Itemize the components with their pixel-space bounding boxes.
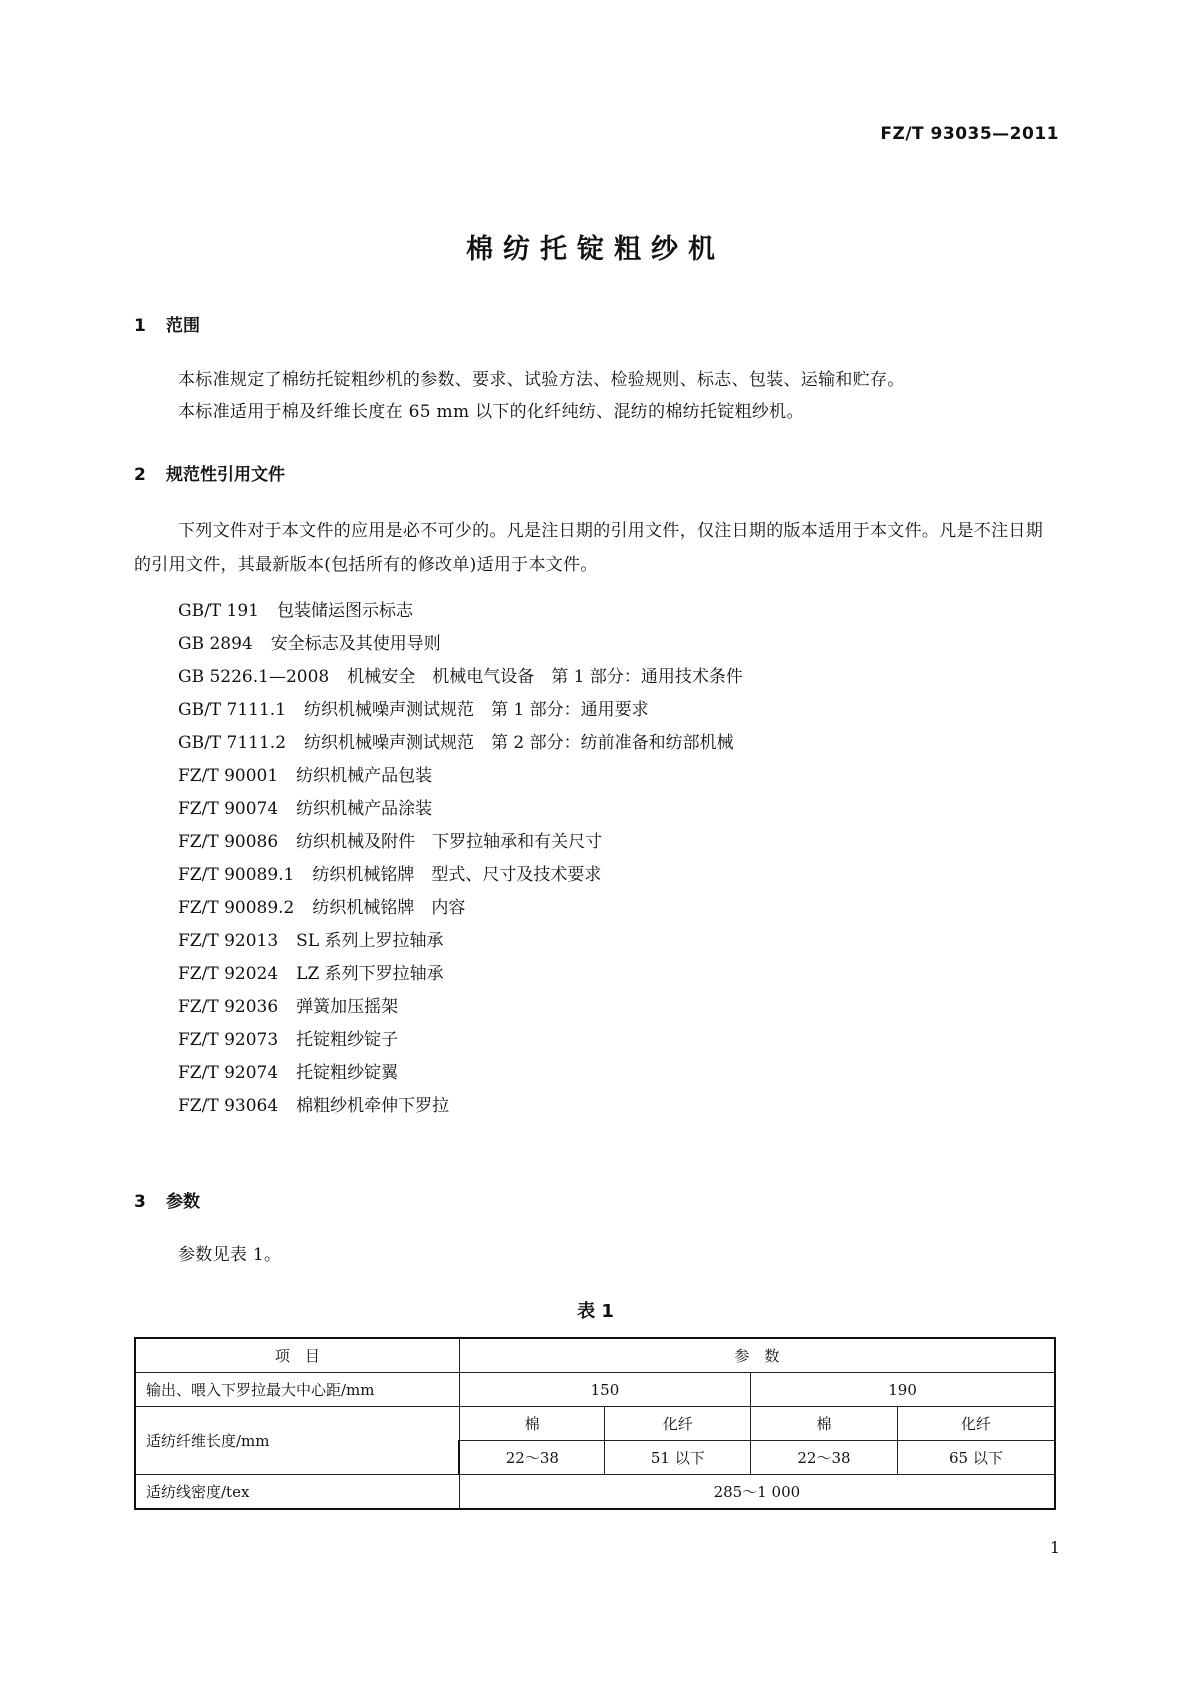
reference-title: SL 系列上罗拉轴承: [296, 931, 444, 951]
reference-code: FZ/T 92074: [178, 1063, 279, 1083]
table-header-param: 参 数: [459, 1338, 1055, 1373]
section-1-paragraph: 本标准适用于棉及纤维长度在 65 mm 以下的化纤纯纺、混纺的棉纺托锭粗纱机。: [178, 402, 804, 422]
reference-title: 纺织机械噪声测试规范 第 1 部分：通用要求: [304, 700, 649, 720]
section-number: 2: [134, 465, 146, 485]
section-title: 规范性引用文件: [166, 465, 285, 485]
reference-title: 弹簧加压摇架: [296, 997, 399, 1017]
table-cell: 51 以下: [605, 1441, 751, 1475]
section-number: 3: [134, 1192, 146, 1212]
table-row-label: 适纺线密度/tex: [135, 1475, 459, 1510]
table-subheader: 棉: [459, 1407, 605, 1441]
reference-title: 纺织机械铭牌 内容: [312, 898, 466, 918]
section-3-heading: [134, 1187, 200, 1212]
reference-item: [178, 628, 743, 661]
table-row: [135, 1407, 1055, 1441]
table-cell: 22～38: [459, 1441, 605, 1475]
reference-item: [178, 760, 743, 793]
reference-item: [178, 793, 743, 826]
reference-item: [178, 1024, 743, 1057]
section-title: 范围: [166, 316, 200, 336]
table-row-label: 输出、喂入下罗拉最大中心距/mm: [135, 1373, 459, 1407]
reference-item: [178, 991, 743, 1024]
reference-title: 纺织机械产品涂装: [296, 799, 433, 819]
table-row-label: 适纺纤维长度/mm: [135, 1407, 459, 1475]
reference-title: LZ 系列下罗拉轴承: [296, 964, 444, 984]
reference-code: FZ/T 92036: [178, 997, 279, 1017]
section-2-heading: [134, 460, 285, 485]
reference-code: FZ/T 90089.1: [178, 865, 295, 885]
table-cell: 22～38: [751, 1441, 898, 1475]
reference-item: [178, 958, 743, 991]
reference-code: FZ/T 90074: [178, 799, 279, 819]
reference-title: 纺织机械铭牌 型式、尺寸及技术要求: [312, 865, 602, 885]
section-3-paragraph: 参数见表 1。: [178, 1245, 282, 1265]
reference-code: GB 2894: [178, 634, 253, 654]
reference-item: [178, 694, 743, 727]
reference-code: FZ/T 90089.2: [178, 898, 295, 918]
section-2-intro: 下列文件对于本文件的应用是必不可少的。凡是注日期的引用文件，仅注日期的版本适用于本文件。凡是不注日期的引用文件，其最新版本(包括所有的修改单)适用于本文件。: [134, 521, 1043, 575]
reference-title: 安全标志及其使用导则: [270, 634, 441, 654]
reference-code: FZ/T 92024: [178, 964, 279, 984]
document-title: 棉纺托锭粗纱机: [466, 234, 725, 265]
reference-code: FZ/T 90086: [178, 832, 279, 852]
table-caption: 表 1: [577, 1301, 614, 1322]
reference-item: [178, 661, 743, 694]
reference-code: FZ/T 92013: [178, 931, 279, 951]
table-cell: 65 以下: [897, 1441, 1055, 1475]
reference-item: [178, 925, 743, 958]
reference-title: 纺织机械及附件 下罗拉轴承和有关尺寸: [296, 832, 603, 852]
reference-item: [178, 595, 743, 628]
table-subheader: 化纤: [605, 1407, 751, 1441]
table-header-item: 项 目: [135, 1338, 459, 1373]
reference-code: GB/T 191: [178, 601, 259, 621]
reference-code: GB/T 7111.2: [178, 733, 287, 753]
reference-title: 包装储运图示标志: [277, 601, 413, 621]
reference-item: [178, 727, 743, 760]
section-title: 参数: [166, 1192, 200, 1212]
reference-item: [178, 1057, 743, 1090]
reference-list: [178, 595, 743, 1123]
page-number: 1: [1049, 1538, 1060, 1557]
section-number: 1: [134, 316, 146, 336]
reference-code: GB/T 7111.1: [178, 700, 287, 720]
reference-code: FZ/T 93064: [178, 1096, 279, 1116]
table-row: [135, 1373, 1055, 1407]
standard-code: FZ/T 93035—2011: [880, 124, 1059, 144]
table-header-row: [135, 1338, 1055, 1373]
reference-item: [178, 1090, 743, 1123]
section-1-paragraph: 本标准规定了棉纺托锭粗纱机的参数、要求、试验方法、检验规则、标志、包装、运输和贮存。: [178, 370, 905, 390]
table-subheader: 棉: [751, 1407, 898, 1441]
reference-title: 托锭粗纱锭子: [296, 1030, 399, 1050]
reference-code: GB 5226.1—2008: [178, 667, 330, 687]
parameters-table: [134, 1337, 1056, 1510]
section-1-heading: [134, 311, 200, 336]
reference-item: [178, 826, 743, 859]
table-cell: 285～1 000: [459, 1475, 1055, 1510]
reference-title: 纺织机械噪声测试规范 第 2 部分：纺前准备和纺部机械: [304, 733, 734, 753]
table-subheader: 化纤: [897, 1407, 1055, 1441]
reference-item: [178, 892, 743, 925]
reference-item: [178, 859, 743, 892]
reference-title: 机械安全 机械电气设备 第 1 部分：通用技术条件: [347, 667, 743, 687]
reference-title: 纺织机械产品包装: [296, 766, 433, 786]
table-row: [135, 1475, 1055, 1510]
reference-code: FZ/T 92073: [178, 1030, 279, 1050]
reference-title: 托锭粗纱锭翼: [296, 1063, 399, 1083]
table-cell: 150: [459, 1373, 750, 1407]
table-cell: 190: [751, 1373, 1055, 1407]
reference-code: FZ/T 90001: [178, 766, 279, 786]
reference-title: 棉粗纱机牵伸下罗拉: [296, 1096, 450, 1116]
